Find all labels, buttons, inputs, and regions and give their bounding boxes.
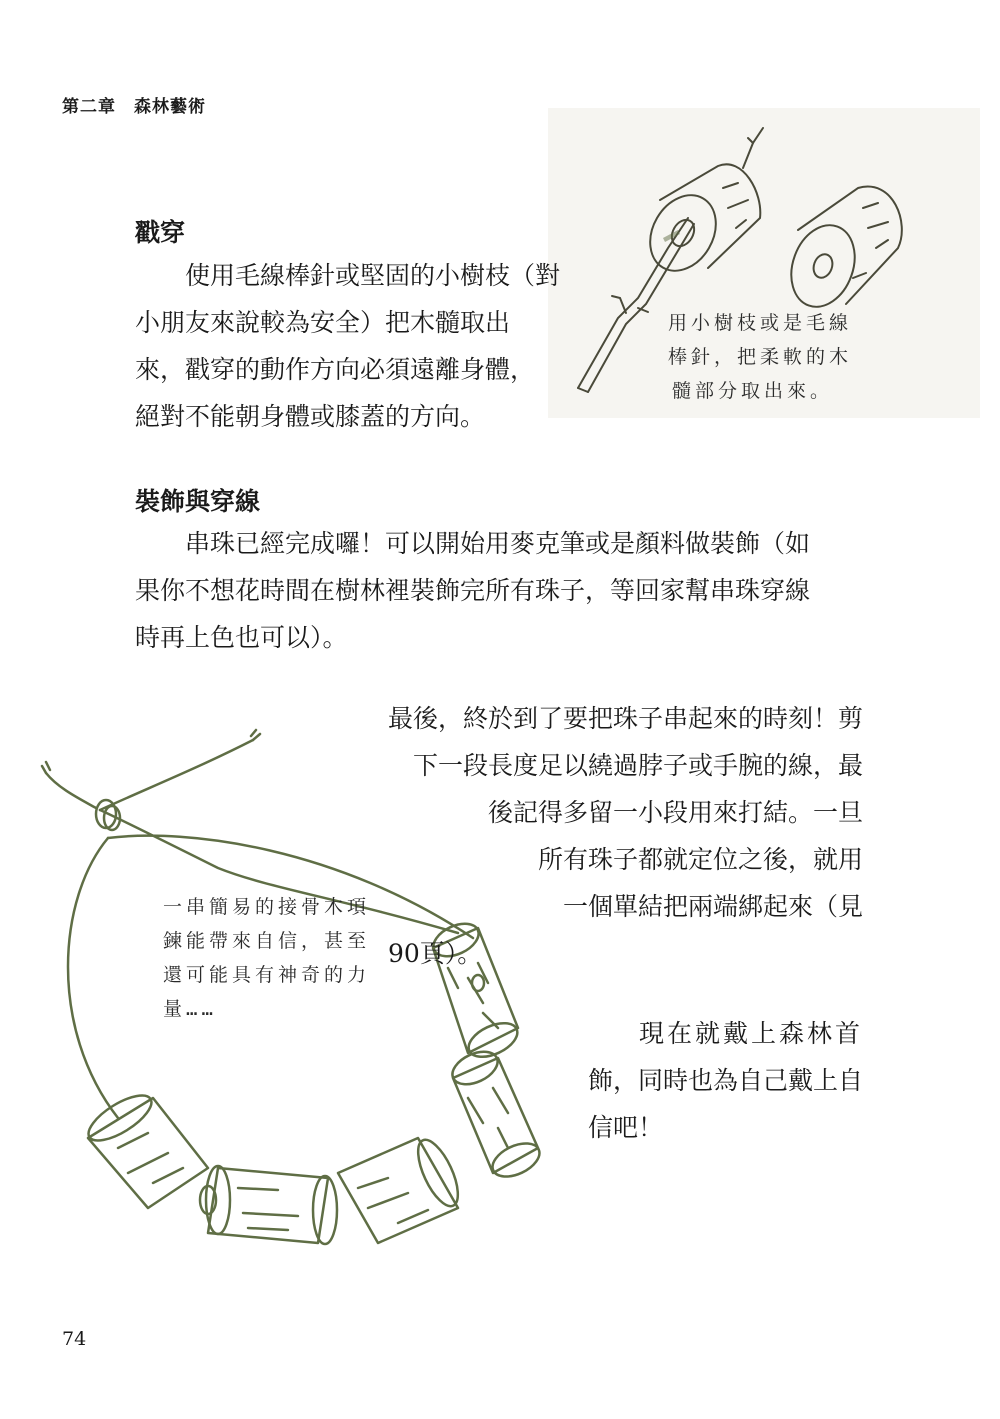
paragraph-line: 時再上色也可以）。 [135,623,348,652]
paragraph-line: 所有珠子都就定位之後，就用 [537,845,863,874]
section-paragraph-poke [135,252,560,440]
section-paragraph-closing [588,1010,863,1151]
caption-line: 量…… [163,998,217,1020]
running-header: 第二章 森林藝術 [62,97,206,117]
section-paragraph-decorate [135,520,810,661]
illustration-caption-necklace [163,890,370,1026]
caption-line: 用小樹枝或是毛線 [668,312,853,334]
paragraph-line: 飾，同時也為自己戴上自 [587,1066,863,1095]
caption-line: 棒針，把柔軟的木 [668,346,853,368]
paragraph-line: 信吧！ [587,1113,663,1142]
paragraph-line: 果你不想花時間在樹林裡裝飾完所有珠子，等回家幫串珠穿線 [135,576,811,605]
paragraph-line: 後記得多留一小段用來打結。一旦 [487,798,863,827]
paragraph-line: 一個單結把兩端綁起來（見 [562,892,863,921]
paragraph-line: 小朋友來說較為安全）把木髓取出 [135,308,511,337]
paragraph-line: 使用毛線棒針或堅固的小樹枝（對 [135,261,561,290]
caption-line: 髓部分取出來。 [672,380,834,402]
paragraph-line: 最後，終於到了要把珠子串起來的時刻！剪 [387,704,863,733]
paragraph-line: 串珠已經完成囉！可以開始用麥克筆或是顏料做裝飾（如 [135,529,811,558]
caption-line: 鍊能帶來自信，甚至 [163,930,371,952]
section-paragraph-stringing [388,695,863,977]
paragraph-line: 90頁）。 [387,939,483,968]
section-heading-poke: 戳穿 [135,218,186,247]
caption-line: 還可能具有神奇的力 [163,964,371,986]
paragraph-line: 來，戳穿的動作方向必須遠離身體， [135,355,536,384]
paragraph-line: 下一段長度足以繞過脖子或手腕的線，最 [412,751,863,780]
page-number: 74 [62,1328,87,1350]
paragraph-line: 絕對不能朝身體或膝蓋的方向。 [135,402,486,431]
illustration-caption-top [668,306,852,408]
caption-line: 一串簡易的接骨木項 [163,896,371,918]
section-heading-decorate: 裝飾與穿線 [135,487,261,516]
paragraph-line: 現在就戴上森林首 [638,1019,863,1048]
